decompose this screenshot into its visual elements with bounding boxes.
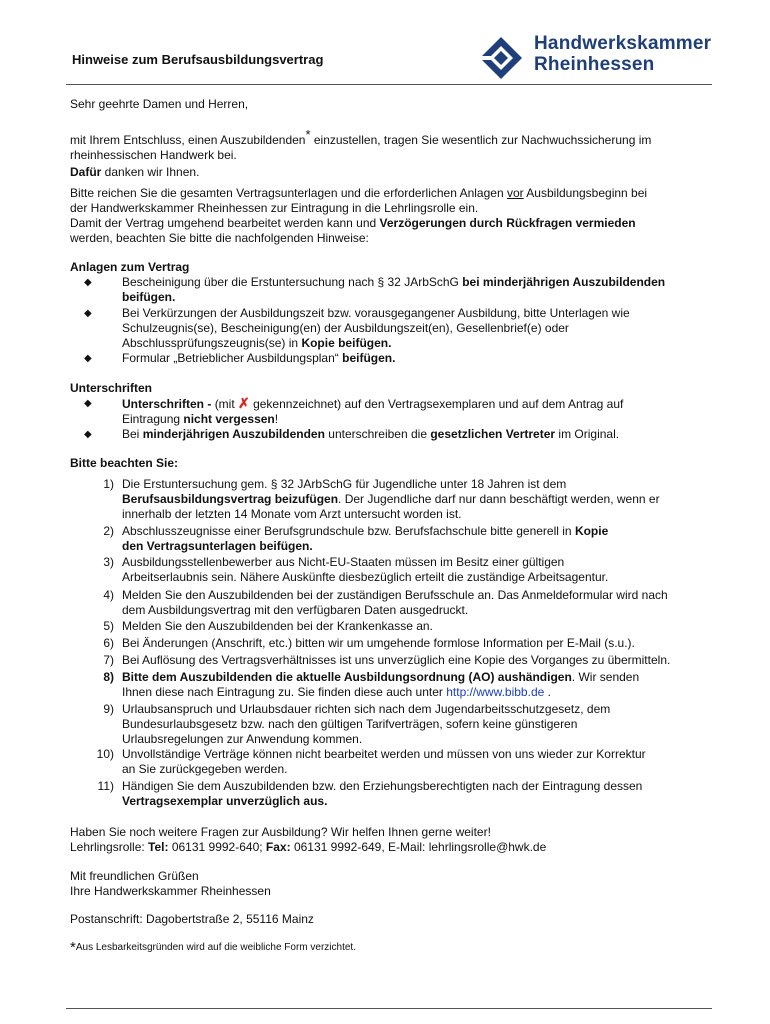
bullet-icon: ◆ <box>84 308 92 319</box>
item-number: 6) <box>103 636 114 650</box>
list-item: Händigen Sie dem Auszubildenden bzw. den Erziehungsberechtigten nach der Eintragung dessen Vertragsexemplar unverzüglich aus. <box>122 779 643 808</box>
bullet-icon: ◆ <box>84 429 92 440</box>
bullet-icon: ◆ <box>84 398 92 409</box>
logo-wordmark <box>534 33 711 75</box>
instructions-paragraph: Bitte reichen Sie die gesamten Vertragsunterlagen und die erforderlichen Anlagen vor Ausbildungsbeginn bei der Handwerkskammer Rheinhessen zur Eintragung in die Lehrlingsrolle ein. Damit der Vertrag umgehend bearbeitet werden kann und Verzögerungen durch Rückfragen vermieden werden, beachten Sie bitte die nachfolgenden Hinweise: <box>70 186 648 245</box>
sender: Ihre Handwerkskammer Rheinhessen <box>70 884 271 898</box>
item-number: 9) <box>103 702 114 716</box>
list-item: Bei minderjährigen Auszubildenden unterschreiben die gesetzlichen Vertreter im Original. <box>122 427 620 441</box>
list-item: Formular „Betrieblicher Ausbildungsplan“ beifügen. <box>122 351 396 365</box>
list-item: Bei Änderungen (Anschrift, etc.) bitten wir um umgehende formlose Information per E-Mail (s.u.). <box>122 636 635 650</box>
logo-line-1: Handwerkskammer <box>534 33 712 54</box>
contact-line: Lehrlingsrolle: Tel: 06131 9992-640; Fax: 06131 9992-649, E-Mail: lehrlingsrolle@hwk.de <box>70 840 547 854</box>
hwk-logo-icon <box>478 35 524 81</box>
item-number: 3) <box>103 555 114 569</box>
list-item: Melden Sie den Auszubildenden bei der zuständigen Berufsschule an. Das Anmeldeformular wird nach dem Ausbildungsvertrag mit den verfügbaren Daten ausgedruckt. <box>122 588 668 617</box>
questions-line: Haben Sie noch weitere Fragen zur Ausbildung? Wir helfen Ihnen gerne weiter! <box>70 825 491 839</box>
bullet-icon: ◆ <box>84 277 92 288</box>
footer-divider <box>66 1008 712 1009</box>
postal-address: Postanschrift: Dagobertstraße 2, 55116 Mainz <box>70 912 314 926</box>
greeting: Mit freundlichen Grüßen <box>70 869 199 883</box>
list-item: Urlaubsanspruch und Urlaubsdauer richten sich nach dem Jugendarbeitsschutzgesetz, dem Bundesurlaubsgesetz bzw. nach den gültigen Tarifverträgen, sofern keine günstigeren Urlaubsregelungen zur Anwendung kommen. <box>122 702 611 746</box>
list-item: Bescheinigung über die Erstuntersuchung nach § 32 JArbSchG bei minderjährigen Auszubildenden beifügen. <box>122 275 666 304</box>
bibb-link[interactable]: http://www.bibb.de <box>446 685 545 699</box>
list-item: Die Erstuntersuchung gem. § 32 JArbSchG für Jugendliche unter 18 Jahren ist dem Berufsausbildungsvertrag beizufügen. Der Jugendliche darf nur dann beschäftigt werden, wenn er innerhalb der letzten 14 Monate vom Arzt untersucht worden ist. <box>122 477 660 521</box>
footnote: *Aus Lesbarkeitsgründen wird auf die weibliche Form verzichtet. <box>70 939 356 956</box>
item-number: 1) <box>103 477 114 491</box>
item-number: 11) <box>97 779 114 793</box>
logo-line-2: Rheinhessen <box>534 54 655 75</box>
bullet-icon: ◆ <box>84 353 92 364</box>
list-item: Unterschriften - (mit ✗ gekennzeichnet) auf den Vertragsexemplaren und auf dem Antrag auf Eintragung nicht vergessen! <box>122 395 624 426</box>
item-number: 7) <box>103 653 114 667</box>
intro-paragraph: mit Ihrem Entschluss, einen Auszubildenden* einzustellen, tragen Sie wesentlich zur Nachwuchssicherung im rheinhessischen Handwerk bei. <box>70 127 652 162</box>
list-item: Abschlusszeugnisse einer Berufsgrundschule bzw. Berufsfachschule bitte generell in Kopie den Vertragsunterlagen beifügen. <box>122 524 609 553</box>
list-item: Ausbildungsstellenbewerber aus Nicht-EU-Staaten müssen im Besitz einer gültigen Arbeitserlaubnis sein. Nähere Auskünfte diesbezüglich erteilt die zuständige Arbeitsagentur. <box>122 555 609 584</box>
item-number: 5) <box>103 619 114 633</box>
section-heading-anlagen: Anlagen zum Vertrag <box>70 260 190 274</box>
section-heading-unterschriften: Unterschriften <box>70 381 153 395</box>
section-heading-beachten: Bitte beachten Sie: <box>70 456 179 470</box>
list-item: Bei Verkürzungen der Ausbildungszeit bzw. vorausgegangener Ausbildung, bitte Unterlagen wie Schulzeugnis(se), Bescheinigung(en) der Ausbildungszeit(en), Gesellenbrief(e) oder Abschlussprüfungszeugnis(se) in Kopie beifügen. <box>122 306 630 350</box>
red-cross-icon: ✗ <box>238 395 250 411</box>
header-divider <box>66 84 712 85</box>
list-item: Bei Auflösung des Vertragsverhältnisses ist uns unverzüglich eine Kopie des Vorganges zu übermitteln. <box>122 653 671 667</box>
list-item: Melden Sie den Auszubildenden bei der Krankenkasse an. <box>122 619 433 633</box>
item-number: 2) <box>103 524 114 538</box>
list-item: Unvollständige Verträge können nicht bearbeitet werden und müssen von uns wieder zur Korrektur an Sie zurückgegeben werden. <box>122 747 646 776</box>
list-item: Bitte dem Auszubildenden die aktuelle Ausbildungsordnung (AO) aushändigen. Wir senden Ihnen diese nach Eintragung zu. Sie finden diese auch unter http://www.bibb.de . <box>122 670 640 699</box>
document-title: Hinweise zum Berufsausbildungsvertrag <box>72 52 324 67</box>
item-number: 4) <box>103 588 114 602</box>
item-number: 8) <box>103 670 114 684</box>
salutation: Sehr geehrte Damen und Herren, <box>70 97 249 111</box>
item-number: 10) <box>96 747 114 761</box>
thanks-line: Dafür danken wir Ihnen. <box>70 165 200 179</box>
